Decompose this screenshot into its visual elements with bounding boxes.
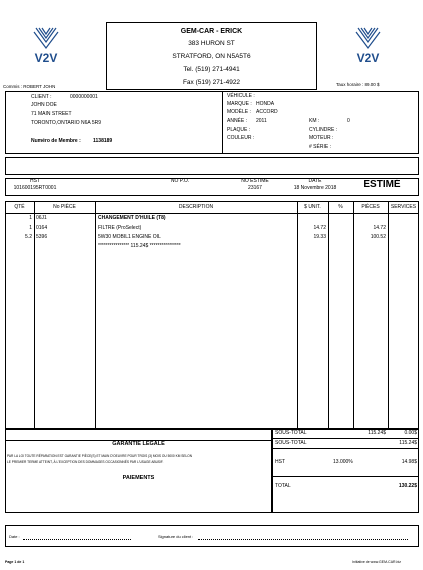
hst-number-label: HST (30, 178, 40, 184)
vehicle-label: VÉHICULE : (227, 93, 255, 99)
client-label: CLIENT : (31, 94, 52, 100)
row-unit-price: 14.72 (313, 225, 326, 231)
header-pieces: PIÈCES (361, 204, 380, 210)
commis: Commis : ROBERT JOHN (3, 84, 56, 89)
vehicle-year: 2011 (256, 118, 267, 124)
signature-line[interactable] (198, 539, 408, 540)
row-pieces: 14.72 (373, 225, 386, 231)
signature-label: Signature du client : (158, 534, 194, 539)
row-part: 06J1 (36, 215, 47, 221)
shop-fax: Fax (519) 271-4922 (182, 79, 241, 86)
client-city: TORONTO,ONTARIO N6A 5R9 (31, 120, 102, 126)
row-part: 0164 (36, 225, 48, 231)
row-description: CHANGEMENT D'HUILE (T8) (98, 215, 166, 221)
signature-date-line[interactable] (23, 539, 131, 540)
guarantee-title: GARANTIE LÉGALE (112, 441, 165, 447)
vehicle-cylinder-label: CYLINDRE : (309, 127, 338, 133)
vehicle-make: HONDA (256, 101, 275, 107)
taux-horaire: Taux horaire : 89.00 $ (336, 82, 380, 87)
header-description: DESCRIPTION (178, 204, 214, 210)
totals-line-3 (272, 476, 419, 477)
guarantee-text-2: LE PREMIER TERME ATTEINT, À L'EXCEPTION DES DOMMAGES OCCASIONNÉS PAR L'USAGE ABUSIF. (7, 460, 164, 464)
date-label: DATE (308, 178, 322, 184)
shop-name: GEM-CAR - ERICK (180, 28, 243, 35)
vehicle-model-label: MODÈLE : (227, 109, 251, 115)
payments-title: PAIEMENTS (122, 475, 155, 481)
subtotal-2-label: SOUS-TOTAL (275, 440, 307, 446)
shop-logo-right (352, 24, 384, 74)
vehicle-color-label: COULEUR : (227, 135, 255, 141)
notes-box (5, 157, 419, 175)
vehicle-make-label: MARQUE : (227, 101, 252, 107)
hst-label: HST (275, 459, 285, 465)
totals-line-1 (272, 438, 419, 439)
v2v-logo-icon (30, 24, 62, 74)
totals-line-2 (272, 448, 419, 449)
header-unit: $ UNIT. (304, 204, 321, 210)
hst-number: 101600195RT0001 (13, 185, 57, 191)
vehicle-engine-label: MOTEUR : (309, 135, 334, 141)
total-label: TOTAL (275, 483, 291, 489)
po-label: NO P.O. (170, 178, 190, 184)
vehicle-km-label: KM : (309, 118, 320, 124)
row-qty: 1 (29, 225, 32, 231)
svg-text:V2V: V2V (34, 51, 58, 65)
col-divider-pieces (388, 201, 389, 429)
subtotal-2-value: 115.24$ (399, 440, 417, 446)
shop-city: STRATFORD, ON N5A5T6 (172, 53, 251, 60)
vehicle-km: 0 (347, 118, 350, 124)
page-number: Page 1 de 1 (5, 560, 25, 564)
client-vehicle-divider (222, 91, 223, 154)
row-unit-price: 19.33 (313, 234, 326, 240)
hst-amount: 14.98$ (401, 459, 417, 465)
row-subtotal-line: **************** 115.24$ **************** (98, 243, 181, 249)
row-qty: 5.2 (25, 234, 32, 240)
svg-text:V2V: V2V (356, 51, 380, 65)
total-amount: 130.22$ (398, 483, 417, 489)
vehicle-year-label: ANNÉE : (227, 118, 248, 124)
row-pieces: 100.52 (370, 234, 386, 240)
header-qty: QTÉ (14, 204, 25, 210)
col-divider-qty (34, 201, 35, 429)
col-divider-part (95, 201, 96, 429)
vehicle-plate-label: PLAQUE : (227, 127, 251, 133)
shop-logo-left (30, 24, 62, 74)
vehicle-serial-label: # SÉRIE : (309, 144, 331, 150)
estimate-number: 23167 (248, 185, 262, 191)
client-number: 0000000001 (70, 94, 98, 100)
shop-street: 383 HURON ST (188, 40, 235, 47)
subtotal-pieces: 115.24$ (368, 430, 386, 436)
v2v-logo-icon (352, 24, 384, 74)
client-address: 71 MAIN STREET (31, 111, 72, 117)
col-divider-unit (328, 201, 329, 429)
footer-credit: Initiative de www.GEM-CAR.biz (352, 560, 402, 564)
row-description: 5W30 MOBIL1 ENGINE OIL (98, 234, 161, 240)
vehicle-model: ACCORD (256, 109, 278, 115)
row-qty: 1 (29, 215, 32, 221)
member-label: Numéro de Membre : (31, 138, 81, 144)
subtotal-services: 0.00$ (404, 430, 417, 436)
signature-box (5, 525, 419, 547)
date-value: 18 Novembre 2018 (293, 185, 337, 191)
header-services: SERVICES (390, 204, 417, 210)
client-name: JOHN DOE (31, 102, 57, 108)
signature-date-label: Date : (9, 534, 20, 539)
header-part: No PIÈCE (53, 204, 76, 210)
items-header-line (5, 213, 419, 214)
header-pct: % (338, 204, 343, 210)
row-description: FILTRE (ProSelect) (98, 225, 142, 231)
shop-tel: Tel. (519) 271-4941 (183, 66, 240, 73)
row-part: 5396 (36, 234, 48, 240)
guarantee-text-1: PAR LA LOI TOUTE RÉPARATION EST GARANTIE PIÈCE(S) ET MAIN D'OEUVRE POUR TROIS (3) MOIS OU 5000 KM SELON (7, 454, 193, 458)
estimate-number-label: NO ESTIME (241, 178, 269, 184)
hst-rate: 13.000% (333, 459, 353, 465)
member-number: 1138189 (93, 138, 113, 144)
subtotal-label: SOUS-TOTAL (275, 430, 307, 436)
document-type: ESTIMÉ (363, 179, 401, 190)
